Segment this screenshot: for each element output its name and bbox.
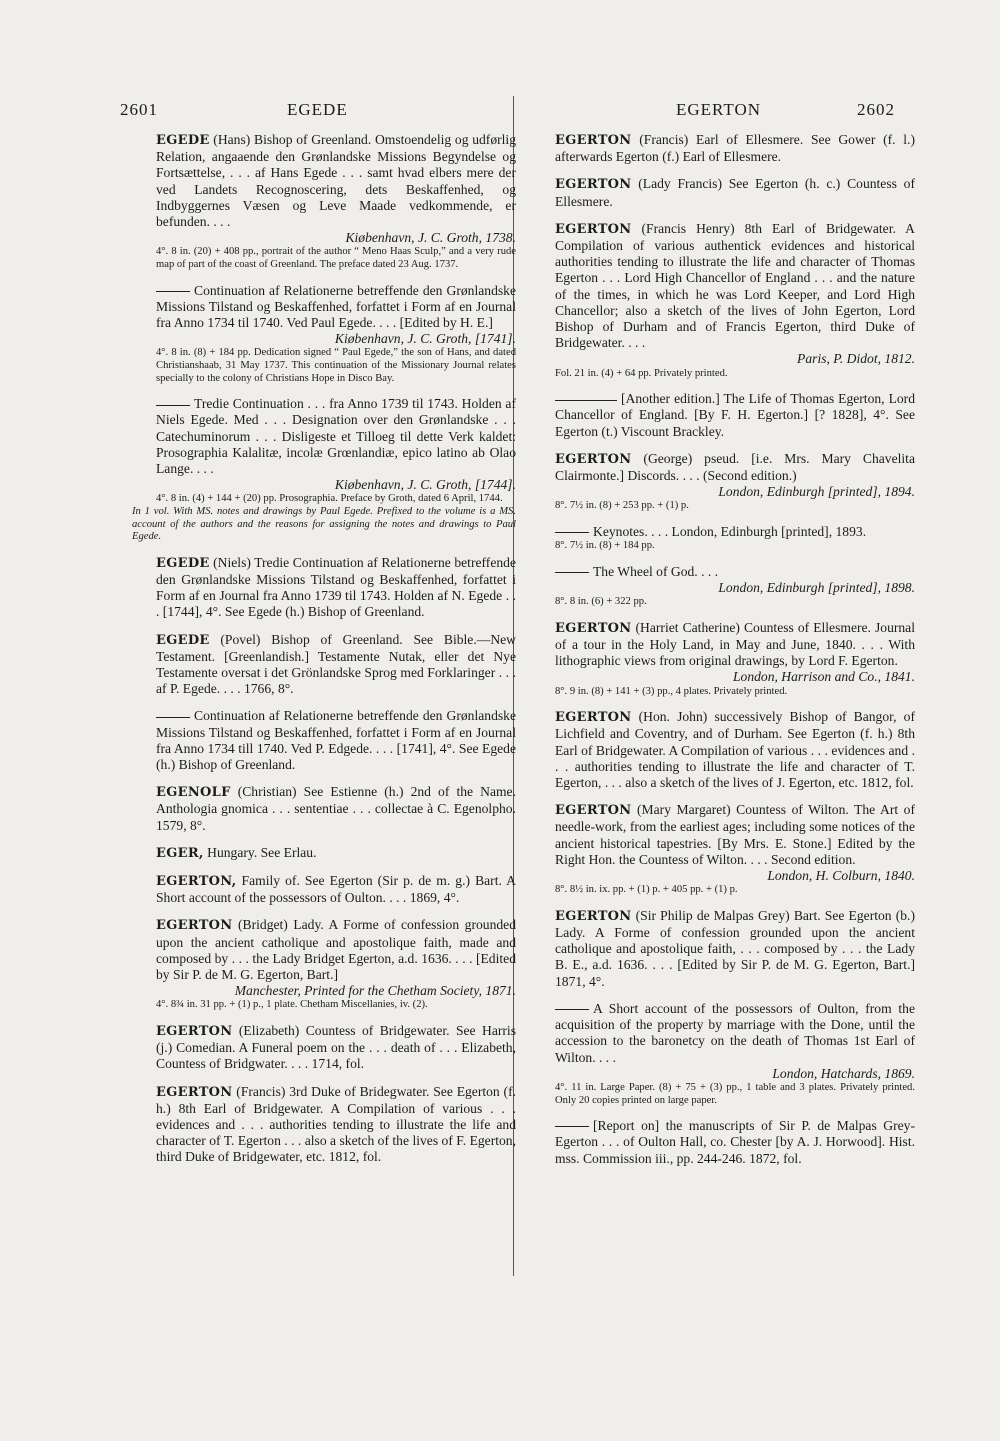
entry-text: EGERTON (Francis) Earl of Ellesmere. See Gower (f. l.) afterwards Egerton (f.) Earl of Ellesmere.: [555, 132, 915, 165]
entry-heading: EGER,: [156, 845, 204, 861]
running-head-right: EGERTON: [676, 100, 761, 119]
ditto-dash: [555, 532, 589, 533]
catalogue-entry: [531, 451, 915, 513]
entry-heading: EGEDE: [156, 133, 210, 148]
entry-note: 8°. 7½ in. (8) + 253 pp. + (1) p.: [555, 500, 689, 512]
entry-heading: EGERTON: [555, 908, 632, 924]
entry-text: EGERTON (Lady Francis) See Egerton (h. c.) Countess of Ellesmere.: [555, 176, 915, 209]
entry-imprint: Kiøbenhavn, J. C. Groth, 1738.: [345, 230, 516, 246]
entry-heading: EGERTON: [555, 177, 632, 193]
entry-text: EGER, Hungary. See Erlau.: [156, 844, 317, 861]
entry-note: 8°. 9 in. (8) + 141 + (3) pp., 4 plates. Privately printed.: [555, 685, 788, 697]
entry-heading: EGERTON: [555, 803, 632, 819]
running-head-left: EGEDE: [287, 100, 348, 119]
entry-text: EGERTON (George) pseud. [i.e. Mrs. Mary Chavelita Clairmonte.] Discords. . . . (Second edition.): [555, 450, 915, 484]
entry-text: EGERTON (Francis Henry) 8th Earl of Bridgewater. A Compilation of various authentick evidences and historical authorities tending to illustrate the life and character of Thomas Egerton . . . Lord High Chancellor of England . . . and the nature of the times, in which he was Lord Keeper, and Lord High Chancellor; also a sketch of the lives of John Egerton, Lord Bishop of Durham and of Francis Egerton, third Duke of Bridgewater. . . .: [555, 220, 915, 351]
entry-imprint: Kiøbenhavn, J. C. Groth, [1741].: [334, 331, 516, 347]
catalogue-entry: [531, 620, 915, 698]
page-number-right: 2602: [857, 100, 895, 119]
catalogue-entry: [531, 709, 915, 791]
entry-heading: EGERTON: [156, 918, 233, 934]
catalogue-entry: [531, 1001, 915, 1107]
catalogue-entry: [132, 845, 516, 862]
ditto-dash: [555, 572, 589, 573]
entry-text: Continuation af Relationerne betreffende den Grønlandske Missions Tilstand og Beskaffenhed, forfattet i Form af en Journal fra Anno 1734 til 1740. Ved Paul Egede. . . . [Edited by H. E.]: [156, 282, 516, 331]
entry-heading: EGEDE: [156, 555, 210, 571]
right-column: [531, 132, 915, 1178]
ditto-dash: [156, 291, 190, 292]
entry-text: EGEDE (Niels) Tredie Continuation af Relationerne betreffende den Grønlandske Missions Tilstand og Beskaffenhed, forfattet i Form af en Journal fra Anno 1739 til 1743. Holden af N. Egede . . . [1744], 4°. See Egede (h.) Bishop of Greenland.: [156, 554, 516, 620]
catalogue-entry: [132, 873, 516, 906]
entry-text: EGERTON (Bridget) Lady. A Forme of confession grounded upon the ancient catholique and apostolique faith, made and composed by . . . the Lady Bridget Egerton, a.d. 1636. . . . [Edited by Sir P. de M. G. Egerton, Bart.]: [156, 917, 516, 983]
entry-text: Continuation af Relationerne betreffende den Grønlandske Missions Tilstand og Beskaffenhed, forfattet i Form af en Journal fra Anno 1734 till 1740. Ved P. Edgede. . . . [1741], 4°. See Egede (h.) Bishop of Greenland.: [156, 708, 516, 773]
entry-text: EGERTON (Sir Philip de Malpas Grey) Bart. See Egerton (b.) Lady. A Forme of confession grounded upon the ancient catholique and apostolique faith, . . . composed by . . . the Lady B. E., a.d. 1636. . . . [Edited by Sir P. de M. G. Egerton, Bart.] 1871, 4°.: [555, 907, 915, 989]
entry-heading: EGERTON: [555, 221, 632, 237]
entry-note: 4°. 11 in. Large Paper. (8) + 75 + (3) pp., 1 table and 3 plates. Privately printed. Only 20 copies printed on large paper.: [555, 1081, 915, 1106]
entry-imprint: London, H. Colburn, 1840.: [767, 868, 915, 884]
entry-note: 8°. 8 in. (6) + 322 pp.: [555, 596, 647, 608]
catalogue-entry: [531, 564, 915, 609]
entry-heading: EGEDE: [156, 632, 210, 648]
entry-text: EGERTON (Hon. John) successively Bishop of Bangor, of Lichfield and Coventry, and of Durham. See Egerton (f. h.) 8th Earl of Bridgewater. A Compilation of various . . . evidences and . . . authorities tending to illustrate the life and character of T. Egerton, . . . also a sketch of the lives of J. Egerton, etc. 1812, fol.: [555, 709, 915, 791]
entry-text: Tredie Continuation . . . fra Anno 1739 til 1743. Holden af Niels Egede. Med . . . Designation over den Grønlandske . . . Catechuminorum . . . Disligeste et Tilloeg til dette Verk kaldet: Prosographia Kalalitæ, incolæ Grœnlandiæ, epico latino ab Olao Lange. . . .: [156, 396, 516, 477]
catalogue-entry: [531, 391, 915, 440]
entry-imprint: London, Hatchards, 1869.: [772, 1065, 915, 1081]
entry-heading: EGERTON,: [156, 874, 237, 890]
entry-imprint: London, Harrison and Co., 1841.: [732, 669, 915, 685]
entry-heading: EGERTON: [156, 1024, 233, 1040]
left-column: [132, 132, 516, 1177]
entry-text: EGERTON (Francis) 3rd Duke of Bridegwater. See Egerton (f. h.) 8th Earl of Bridgewater. A Compilation of various . . . evidences and . . . authorities tending to illustrate the life and character of T. Egerton . . . also a sketch of the lives of F. Egerton, third Duke of Bridgewater, etc. 1812, fol.: [156, 1083, 516, 1165]
entry-text: EGEDE (Povel) Bishop of Greenland. See Bible.—New Testament. [Greenlandish.] Testamente Nutak, eller det Nye Testamente oversat i det Grönlandske Sprog med Forklaringer . . . af P. Egede. . . . 1766, 8°.: [156, 631, 516, 697]
entry-text: The Wheel of God. . . .: [593, 563, 719, 579]
catalogue-entry: [132, 1084, 516, 1166]
entry-text: [Report on] the manuscripts of Sir P. de Malpas Grey-Egerton . . . of Oulton Hall, co. Chester [by A. J. Horwood]. Hist. mss. Commission iii., pp. 244-246. 1872, fol.: [555, 1118, 915, 1166]
entry-text: EGERTON (Elizabeth) Countess of Bridgewater. See Harris (j.) Comedian. A Funeral poem on the . . . death of . . . Elizabeth, Countess of Bridgwater. . . . 1714, fol.: [156, 1023, 516, 1072]
entry-imprint: Kiøbenhavn, J. C. Groth, [1744].: [334, 477, 516, 493]
entry-note: 8°. 8½ in. ix. pp. + (1) p. + 405 pp. + (1) p.: [555, 884, 738, 896]
ditto-dash: [555, 400, 617, 401]
entry-heading: EGERTON: [555, 451, 632, 467]
catalogue-entry: [531, 221, 915, 380]
catalogue-entry: [132, 555, 516, 621]
ditto-dash: [555, 1009, 589, 1010]
catalogue-entry: [132, 917, 516, 1012]
catalogue-entry: [531, 132, 915, 165]
catalogue-entry: [531, 1118, 915, 1167]
ditto-dash: [156, 405, 190, 406]
catalogue-entry: [132, 396, 516, 544]
entry-imprint: Paris, P. Didot, 1812.: [797, 351, 915, 367]
entry-heading: EGERTON: [156, 1084, 233, 1100]
ditto-dash: [156, 717, 190, 718]
page-number-left: 2601: [120, 100, 158, 119]
entry-note: 4°. 8 in. (4) + 144 + (20) pp. Prosographia. Preface by Groth, dated 6 April, 1744.: [156, 493, 503, 505]
entry-imprint: Manchester, Printed for the Chetham Society, 1871.: [234, 983, 516, 999]
entry-text: EGERTON (Harriet Catherine) Countess of Ellesmere. Journal of a tour in the Holy Land, in May and June, 1840. . . . With lithographic views from original drawings, by Lord F. Egerton.: [555, 619, 915, 669]
entry-imprint: London, Edinburgh [printed], 1894.: [718, 484, 915, 500]
entry-text: [Another edition.] The Life of Thomas Egerton, Lord Chancellor of England. [By F. H. Egerton.] [? 1828], 4°. See Egerton (t.) Viscount Brackley.: [555, 391, 915, 439]
entry-note: 4°. 8 in. (20) + 408 pp., portrait of the author “ Meno Haas Sculp,” and a very rude map of part of the coast of Greenland. The preface dated 23 Aug. 1737.: [156, 246, 516, 271]
catalogue-entry: [132, 632, 516, 698]
catalogue-entry: [531, 908, 915, 990]
entry-heading: EGENOLF: [156, 785, 231, 801]
entry-text: EGEDE (Hans) Bishop of Greenland. Omstoendelig og udførlig Relation, angaaende den Grønlandske Missions Begyndelse og Fortsættelse, . . . af Hans Egede . . . samt hvad elbers mere der ved Landets Recognoscering, dets Beskaffenhed, og Indbyggernes Væsen og Leve Maade vedkommende, er befunden. . . .: [156, 132, 516, 230]
catalogue-entry: [132, 784, 516, 834]
entry-text: EGERTON, Family of. See Egerton (Sir p. de m. g.) Bart. A Short account of the possessors of Oulton. . . . 1869, 4°.: [156, 873, 516, 906]
catalogue-entry: [132, 132, 516, 272]
entry-text: A Short account of the possessors of Oulton, from the acquisition of the property by marriage with the Done, until the accession to the baronetcy on the death of Thomas 1st Earl of Wilton. . . .: [555, 1000, 915, 1065]
catalogue-entry: [132, 283, 516, 386]
catalogue-entry: [531, 524, 915, 553]
entry-note: 4°. 8 in. (8) + 184 pp. Dedication signed “ Paul Egede,” the son of Hans, and dated Christianshaab, 31 May 1737. This continuation of the Missionary Journal relates specially to the colony of Christians Hope in Disco Bay.: [156, 347, 516, 384]
entry-heading: EGERTON: [555, 133, 632, 148]
entry-heading: EGERTON: [555, 710, 632, 726]
entry-note: 4°. 8¾ in. 31 pp. + (1) p., 1 plate. Chetham Miscellanies, iv. (2).: [156, 999, 428, 1011]
entry-note: Fol. 21 in. (4) + 64 pp. Privately printed.: [555, 367, 728, 379]
entry-text: Keynotes. . . . London, Edinburgh [printed], 1893.: [593, 524, 867, 540]
entry-note: 8°. 7½ in. (8) + 184 pp.: [555, 540, 655, 552]
entry-heading: EGERTON: [555, 620, 632, 636]
entry-subnote: In 1 vol. With MS. notes and drawings by Paul Egede. Prefixed to the volume is a MS. account of the authors and the reasons for assigning the notes and drawings to Paul Egede.: [132, 506, 516, 543]
catalogue-entry: [531, 802, 915, 897]
entry-text: EGERTON (Mary Margaret) Countess of Wilton. The Art of needle-work, from the earliest ages; including some notices of the ancient historical tapestries. [By Mrs. E. Stone.] Edited by the Right Hon. the Countess of Wilton. . . . Second edition.: [555, 802, 915, 867]
entry-imprint: London, Edinburgh [printed], 1898.: [718, 580, 915, 596]
catalogue-entry: [132, 708, 516, 773]
entry-text: EGENOLF (Christian) See Estienne (h.) 2nd of the Name. Anthologia gnomica . . . sententiae . . . collectae à C. Egenolpho. 1579, 8°.: [156, 784, 516, 833]
catalogue-entry: [531, 176, 915, 209]
ditto-dash: [555, 1126, 589, 1127]
catalogue-entry: [132, 1023, 516, 1073]
